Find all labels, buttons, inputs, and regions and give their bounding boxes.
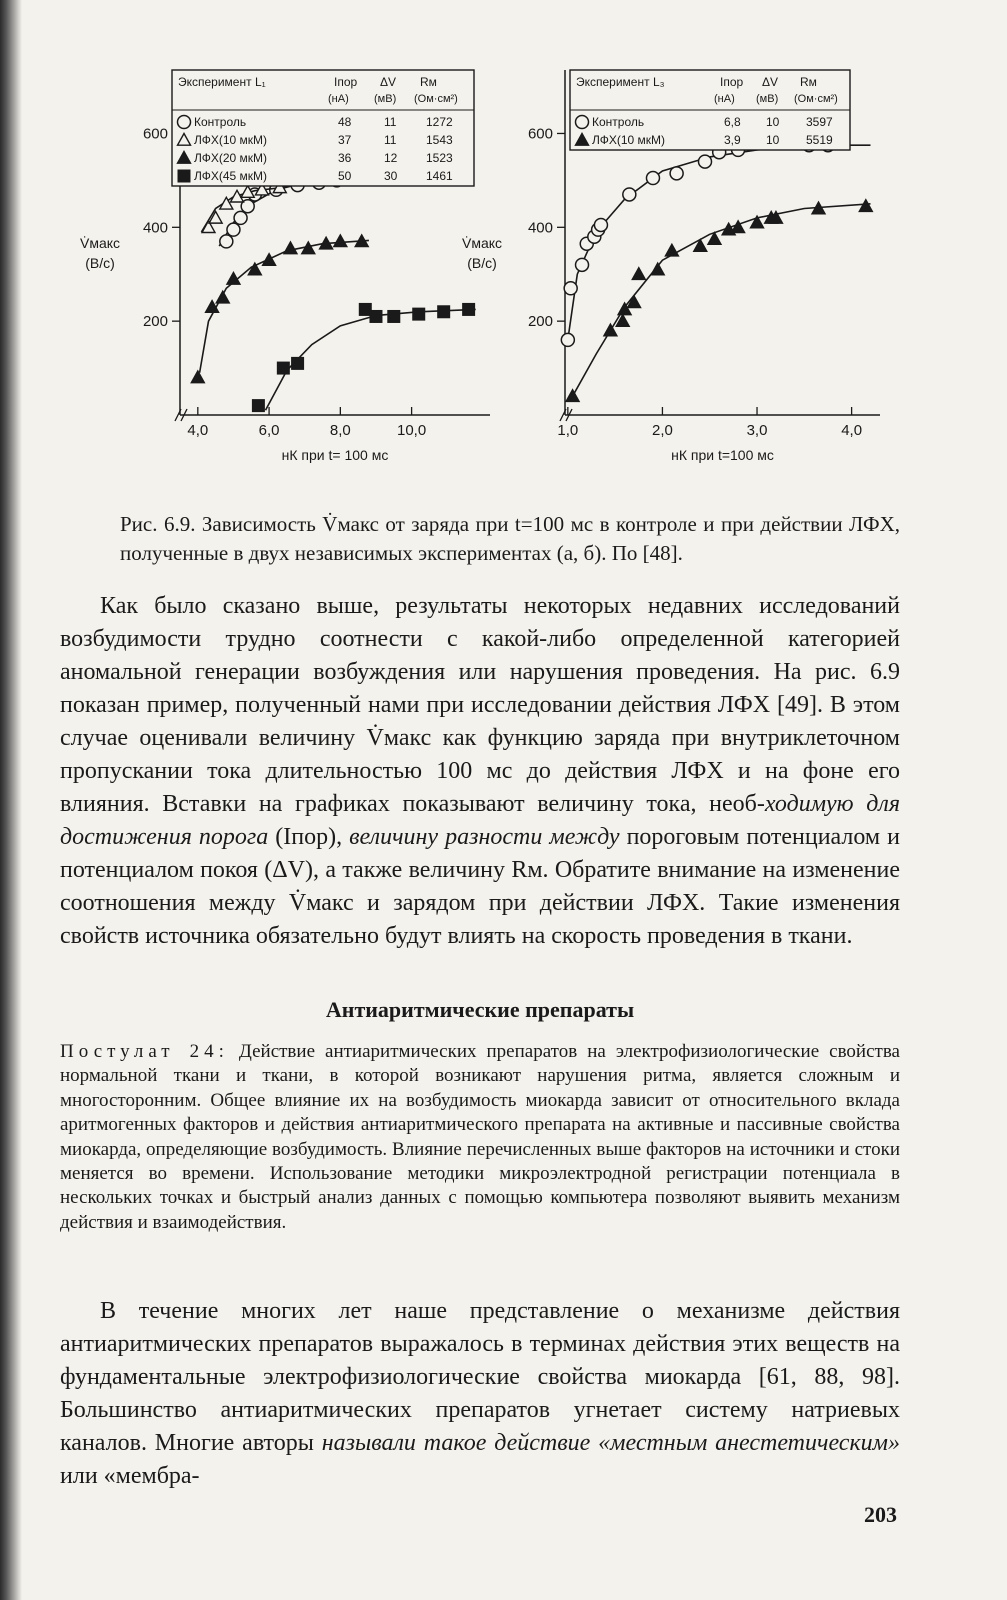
paragraph-2-text: В течение многих лет наше представление о механизме действия антиаритмических препаратов выражалось в терминах действия этих веществ на фундаментальные электрофизиологические свойства миокарда [61, 88, 98]. Большинство антиаритмических препаратов угнетает систему натриевых каналов. Многие авторы — [60, 1298, 900, 1456]
x-tick-label: 2,0 — [652, 422, 673, 439]
y-axis-unit: (В/с) — [85, 255, 115, 271]
y-axis-unit: (В/с) — [467, 255, 497, 271]
page-number: 203 — [864, 1502, 897, 1527]
legend-dv: 11 — [384, 133, 397, 147]
x-tick-label: 10,0 — [397, 422, 427, 439]
legend-header: Эксперимент L₃ — [576, 75, 665, 89]
x-axis-label: нК при t= 100 мс — [281, 447, 389, 463]
data-point — [252, 399, 265, 412]
legend-ipor: 37 — [338, 133, 352, 147]
data-point — [751, 216, 764, 228]
legend-ipor: 36 — [338, 151, 352, 165]
paragraph-1-italic: ходимую для достижения порога — [60, 791, 901, 850]
legend-rm: 1272 — [426, 115, 453, 129]
legend-ipor: 6,8 — [724, 115, 741, 129]
legend-rm: 1523 — [426, 151, 453, 165]
legend-header-unit: (Ом·см²) — [794, 93, 838, 105]
legend-header-unit: (нА) — [328, 93, 349, 105]
y-tick-label: 400 — [142, 219, 168, 237]
legend-header: Rм — [800, 75, 817, 89]
legend-header-unit: (Ом·см²) — [414, 93, 458, 105]
legend-dv: 10 — [766, 133, 780, 147]
legend-rm: 1461 — [426, 169, 453, 183]
y-tick-label: 600 — [527, 125, 553, 143]
data-point — [220, 235, 233, 248]
paragraph-2-italic: называли такое действие «местным анестетическим» — [321, 1430, 900, 1456]
fit-curve — [200, 240, 369, 372]
y-axis-label: V̇макс — [461, 235, 503, 251]
data-point — [263, 254, 276, 266]
legend-marker — [178, 116, 191, 129]
data-point — [334, 235, 347, 247]
paragraph-1-italic-2: величину разности между — [349, 824, 620, 850]
postulate-text: Действие антиаритмических препаратов на электрофизиологические свойства нормальной ткани и ткани, в которой возникают нарушения ритма, является сложным и многосторонним. Общее влияние их на возбудимость миокарда зависит от относительного вклада аритмогенных факторов и действия антиаритмического препарата на активные и пассивные свойства миокарда, определяющие возбудимость. Влияние перечисленных выше факторов на источники и стоки меняется во времени. Использование методики микроэлектродной регистрации потенциала в нескольких точках и быстрый анализ данных с помощью компьютера позволяют выявить механизм действия и взаимодействия. — [60, 1041, 900, 1233]
data-point — [561, 333, 574, 346]
legend-row-label: ЛФХ(10 мкМ) — [592, 133, 666, 147]
legend-rm: 3597 — [806, 115, 833, 129]
paragraph-2 — [60, 1295, 900, 1493]
legend-header: ΔV — [380, 75, 397, 89]
data-point — [699, 155, 712, 168]
chart-panel-b — [462, 70, 880, 463]
fit-curve — [573, 204, 871, 396]
data-point — [284, 242, 297, 254]
legend-rm: 1543 — [426, 133, 453, 147]
legend-ipor: 3,9 — [724, 133, 741, 147]
legend-row-label: Контроль — [592, 115, 645, 129]
data-point — [859, 200, 872, 212]
data-point — [665, 244, 678, 256]
legend-header: Iпор — [334, 75, 358, 89]
data-point — [369, 310, 382, 323]
data-point — [576, 258, 589, 271]
y-tick-label: 400 — [527, 219, 553, 237]
legend-row-label: ЛФХ(10 мкМ) — [194, 133, 268, 147]
legend-header-unit: (мВ) — [374, 93, 397, 105]
x-tick-label: 3,0 — [746, 422, 768, 439]
legend-header: Rм — [420, 75, 437, 89]
legend-rm: 5519 — [806, 133, 833, 147]
data-point — [651, 263, 664, 275]
data-point — [234, 211, 247, 224]
data-point — [387, 310, 400, 323]
legend-row-label: ЛФХ(45 мкМ) — [194, 169, 268, 183]
postulate-label: Постулат 24: — [60, 1041, 229, 1062]
x-axis-label: нК при t=100 мс — [671, 447, 774, 463]
x-tick-label: 4,0 — [187, 422, 209, 439]
data-point — [277, 362, 290, 375]
legend-marker — [576, 116, 589, 129]
figure-6-9 — [0, 0, 1007, 500]
x-tick-label: 4,0 — [841, 422, 863, 439]
legend-dv: 11 — [384, 115, 397, 129]
figure-caption: Рис. 6.9. Зависимость V̇макс от заряда при t=100 мс в контроле и при действии ЛФХ, полученные в двух независимых экспериментах (а, б). По [48]. — [120, 512, 900, 565]
legend-dv: 10 — [766, 115, 780, 129]
legend-dv: 12 — [384, 151, 398, 165]
paragraph-1 — [60, 590, 900, 953]
data-point — [604, 324, 617, 336]
paragraph-1-tail: пороговым потенциалом и потенциалом покоя (ΔV), а также величину Rм. Обратите внимание на изменение соотношения между V̇макс и зарядом при действии ЛФХ. Такие изменения свойств источника обязательно будут влиять на скорость проведения в ткани. — [60, 824, 900, 949]
data-point — [623, 188, 636, 201]
legend-header: Iпор — [720, 75, 744, 89]
x-tick-label: 1,0 — [557, 422, 579, 439]
legend-dv: 30 — [384, 169, 398, 183]
legend-header-unit: (мВ) — [756, 93, 779, 105]
paragraph-1-mid: (Iпор), — [268, 824, 350, 850]
legend-row-label: ЛФХ(20 мкМ) — [194, 151, 268, 165]
legend-ipor: 48 — [338, 115, 352, 129]
y-axis-label: V̇макс — [79, 235, 121, 251]
data-point — [437, 305, 450, 318]
postulate-24 — [60, 1040, 900, 1235]
data-point — [670, 167, 683, 180]
y-tick-label: 200 — [527, 313, 553, 331]
data-point — [462, 303, 475, 316]
data-point — [566, 390, 579, 402]
section-heading: Антиаритмические препараты — [325, 997, 635, 1022]
data-point — [646, 172, 659, 185]
data-point — [412, 308, 425, 321]
legend-marker — [178, 170, 191, 183]
data-point — [594, 218, 607, 231]
legend-row-label: Контроль — [194, 115, 247, 129]
x-tick-label: 8,0 — [329, 422, 351, 439]
data-point — [227, 223, 240, 236]
paragraph-2-tail: или «мембра- — [60, 1463, 200, 1489]
paragraph-1-text: Как было сказано выше, результаты некоторых недавних исследований возбудимости трудно соотнести с какой-либо определенной категорией аномальной генерации возбуждения или нарушения проведения. На рис. 6.9 показан пример, полученный нами при исследовании действия ЛФХ [49]. В этом случае оценивали величину V̇макс как функцию заряда при внутриклеточном пропускании тока длительностью 100 мс до действия ЛФХ и на фоне его влияния. Вставки на графиках показывают величину тока, необ- — [60, 593, 900, 817]
legend-ipor: 50 — [338, 169, 352, 183]
data-point — [632, 268, 645, 280]
data-point — [216, 291, 229, 303]
data-point — [191, 371, 204, 383]
data-point — [564, 282, 577, 295]
y-tick-label: 200 — [142, 313, 168, 331]
legend-header: ΔV — [762, 75, 779, 89]
x-tick-label: 6,0 — [258, 422, 280, 439]
legend-header-unit: (нА) — [714, 93, 735, 105]
chart-panel-a — [80, 70, 490, 463]
data-point — [291, 357, 304, 370]
legend-header: Эксперимент L₁ — [178, 75, 266, 89]
y-tick-label: 600 — [142, 125, 168, 143]
